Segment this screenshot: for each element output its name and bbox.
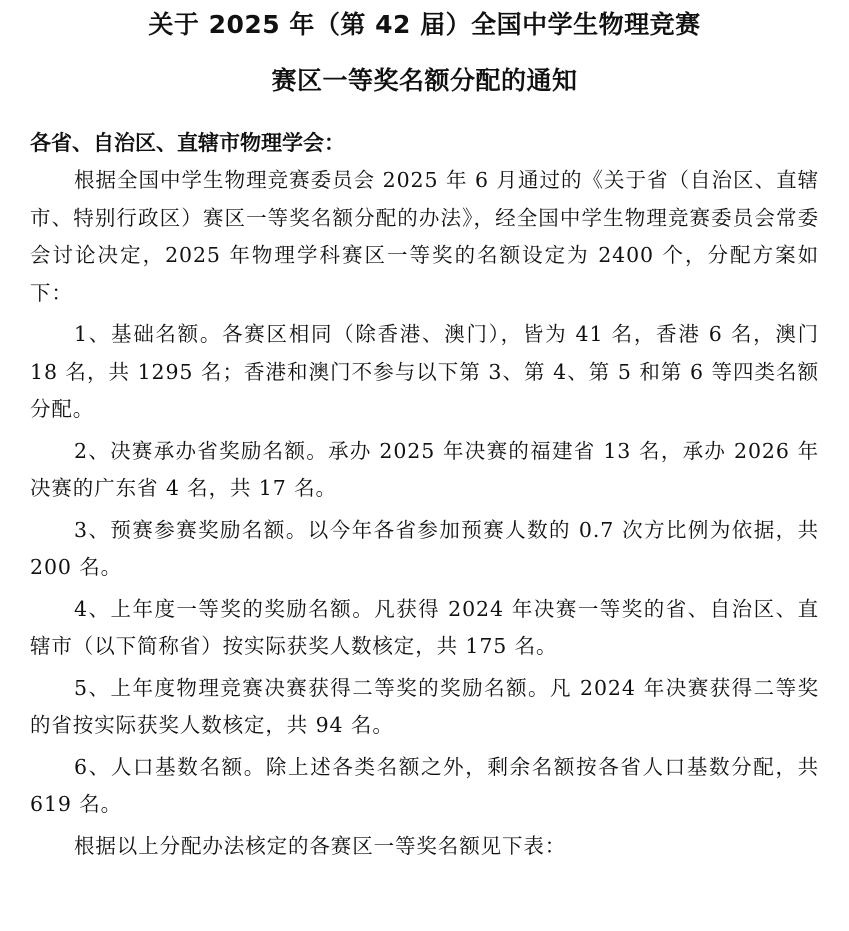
paragraph-table-reference: 根据以上分配办法核定的各赛区一等奖名额见下表：	[74, 833, 567, 858]
title-line-1: 关于 2025 年（第 42 届）全国中学生物理竞赛	[148, 10, 701, 39]
paragraph-intro: 根据全国中学生物理竞赛委员会 2025 年 6 月通过的《关于省（自治区、直辖市、特别行政区）赛区一等奖名额分配的办法》，经全国中学生物理竞赛委员会常委会讨论决定，2025 年物理学科赛区一等奖的名额设定为 2400 个，分配方案如下：	[30, 168, 819, 305]
paragraph-item-2-host-province: 2、决赛承办省奖励名额。承办 2025 年决赛的福建省 13 名，承办 2026 年决赛的广东省 4 名，共 17 名。	[30, 438, 819, 500]
paragraph-item-6-population: 6、人口基数名额。除上述各类名额之外，剩余名额按各省人口基数分配，共 619 名。	[30, 754, 819, 816]
paragraph-item-3-preliminary: 3、预赛参赛奖励名额。以今年各省参加预赛人数的 0.7 次方比例为依据，共 200 名。	[30, 517, 819, 579]
title-line-2: 赛区一等奖名额分配的通知	[271, 66, 578, 95]
paragraph-item-4-first-prize: 4、上年度一等奖的奖励名额。凡获得 2024 年决赛一等奖的省、自治区、直辖市（以下简称省）按实际获奖人数核定，共 175 名。	[30, 596, 819, 658]
paragraph-item-1-base-quota: 1、基础名额。各赛区相同（除香港、澳门），皆为 41 名，香港 6 名，澳门 18 名，共 1295 名；香港和澳门不参与以下第 3、第 4、第 5 和第 6 等四类名额分配。	[30, 322, 819, 421]
salutation: 各省、自治区、直辖市物理学会：	[30, 131, 345, 155]
paragraph-item-5-second-prize: 5、上年度物理竞赛决赛获得二等奖的奖励名额。凡 2024 年决赛获得二等奖的省按实际获奖人数核定，共 94 名。	[30, 675, 819, 737]
